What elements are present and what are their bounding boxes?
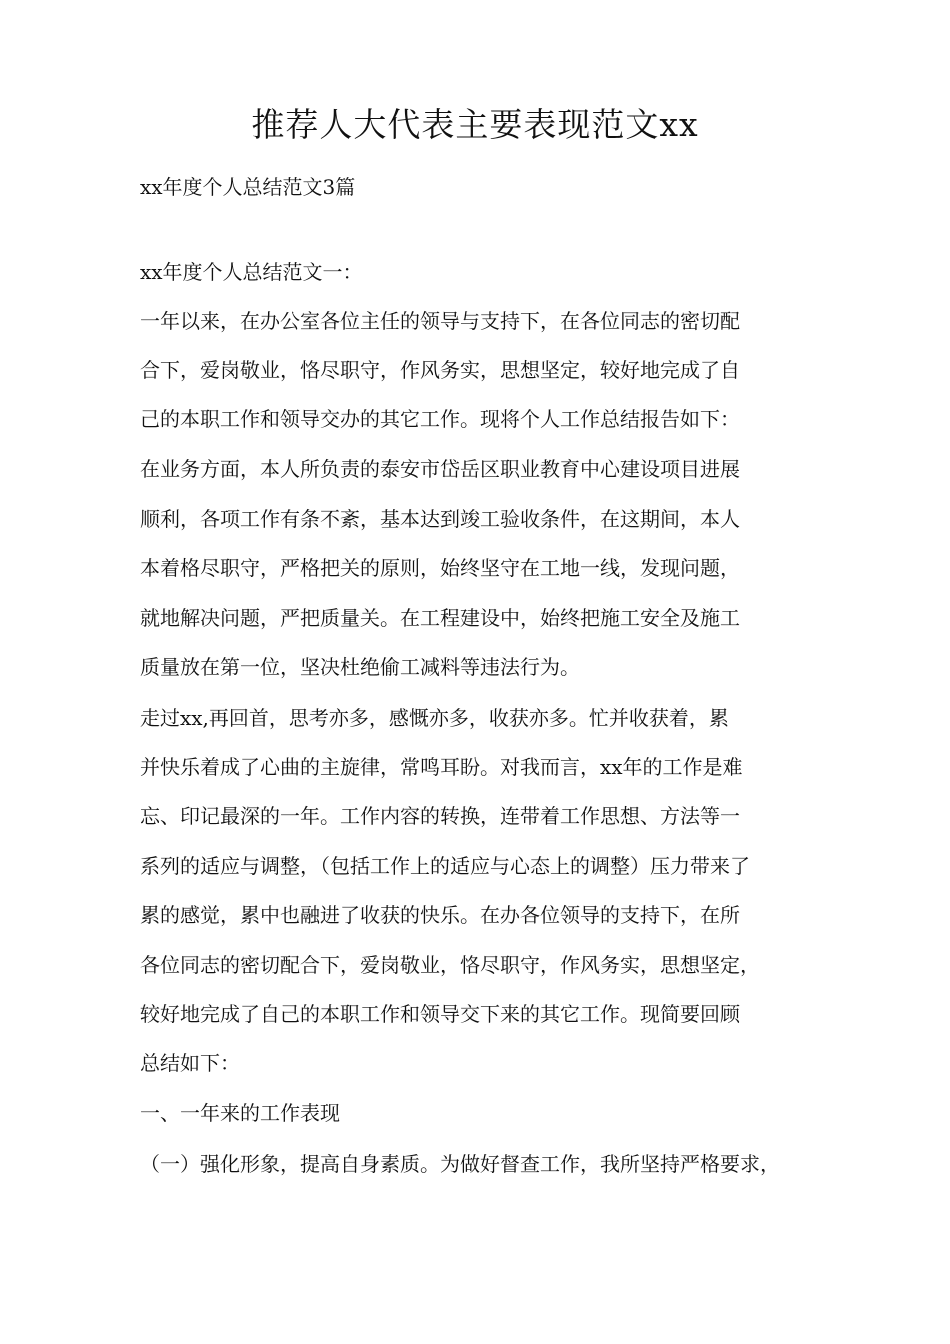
body-line: 就地解决问题，严把质量关。在工程建设中，始终把施工安全及施工 — [140, 606, 740, 630]
body-line: （一）强化形象，提高自身素质。为做好督查工作，我所坚持严格要求， — [140, 1152, 780, 1176]
body-line: 各位同志的密切配合下，爱岗敬业，恪尽职守，作风务实，思想坚定， — [140, 953, 760, 977]
document-title: 推荐人大代表主要表现范文xx — [251, 105, 699, 144]
body-line: 累的感觉，累中也融进了收获的快乐。在办各位领导的支持下，在所 — [140, 903, 740, 927]
body-line: 质量放在第一位，坚决杜绝偷工减料等违法行为。 — [140, 655, 580, 679]
body-line: 并快乐着成了心曲的主旋律，常鸣耳盼。对我而言，xx年的工作是难 — [140, 755, 743, 779]
body-line: 顺利，各项工作有条不紊，基本达到竣工验收条件，在这期间，本人 — [140, 507, 740, 531]
body-line: 总结如下： — [140, 1051, 240, 1075]
document-subtitle: xx年度个人总结范文3篇 — [140, 175, 356, 199]
section-heading: xx年度个人总结范文一： — [140, 260, 363, 284]
body-line: 己的本职工作和领导交办的其它工作。现将个人工作总结报告如下： — [140, 407, 740, 431]
body-line: 在业务方面，本人所负责的泰安市岱岳区职业教育中心建设项目进展 — [140, 457, 740, 481]
body-line: 系列的适应与调整，（包括工作上的适应与心态上的调整）压力带来了 — [140, 854, 750, 878]
body-line: 一、一年来的工作表现 — [140, 1101, 340, 1125]
body-line: 忘、印记最深的一年。工作内容的转换，连带着工作思想、方法等一 — [140, 804, 740, 828]
body-line: 较好地完成了自己的本职工作和领导交下来的其它工作。现简要回顾 — [140, 1002, 740, 1026]
body-line: 本着格尽职守，严格把关的原则，始终坚守在工地一线，发现问题， — [140, 556, 740, 580]
body-line: 合下，爱岗敬业，恪尽职守，作风务实，思想坚定，较好地完成了自 — [140, 358, 740, 382]
body-line: 走过xx,再回首，思考亦多，感慨亦多，收获亦多。忙并收获着，累 — [140, 706, 729, 730]
body-line: 一年以来，在办公室各位主任的领导与支持下，在各位同志的密切配 — [140, 309, 740, 333]
